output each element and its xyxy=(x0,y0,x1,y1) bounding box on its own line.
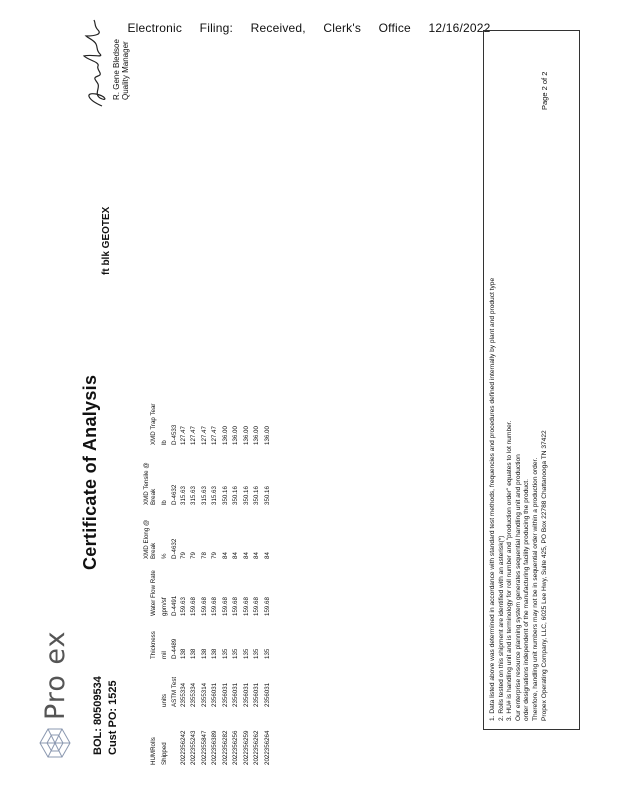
units-cell: mil xyxy=(160,651,168,659)
table-cell: 138 xyxy=(179,648,187,659)
column-header: Thickness xyxy=(150,631,157,659)
column-header: XMD Tensile @ Break xyxy=(143,462,157,505)
table-cell: 350.16 xyxy=(221,486,229,505)
table-row xyxy=(262,393,273,768)
units-cell: % xyxy=(160,553,168,559)
note-line: order designations independent of the manufacturing facility producing the product. xyxy=(523,479,531,721)
table-cell: 84 xyxy=(253,552,261,559)
table-cell: 159.68 xyxy=(211,597,219,616)
table-cell: 2356031 xyxy=(211,682,219,707)
table-cell: 127.47 xyxy=(211,426,219,445)
note-line: Therefore, handling unit numbers may not be in sequential order within a production order. xyxy=(531,457,539,721)
table-cell: 2022356242 xyxy=(179,730,187,765)
product-subtitle: ft blk GEOTEX xyxy=(101,206,112,275)
table-row xyxy=(220,393,231,768)
table-cell: 159.68 xyxy=(242,597,250,616)
table-cell: 159.68 xyxy=(221,597,229,616)
test-method-cell: D-4533 xyxy=(171,424,178,445)
table-cell: 2022355243 xyxy=(190,730,198,765)
table-cell: 79 xyxy=(211,552,219,559)
table-cell: 135 xyxy=(242,648,250,659)
table-cell: 2355334 xyxy=(190,682,198,707)
table-test-method-row xyxy=(168,393,179,768)
table-cell: 2022356282 xyxy=(221,730,229,765)
test-method-cell: D-4491 xyxy=(171,595,178,616)
notes-box xyxy=(483,30,580,730)
table-cell: 84 xyxy=(232,552,240,559)
header-word: 12/16/2022 xyxy=(428,21,491,35)
header-word: Office xyxy=(378,21,411,35)
propex-logo xyxy=(38,630,72,760)
table-cell: 350.16 xyxy=(263,486,271,505)
units-cell: units xyxy=(160,693,168,707)
table-cell: 79 xyxy=(190,552,198,559)
table-cell: 2356031 xyxy=(221,682,229,707)
table-row xyxy=(241,393,252,768)
column-header: XMD Elong @ Break xyxy=(143,519,157,559)
table-cell: 127.47 xyxy=(190,426,198,445)
table-row xyxy=(252,393,263,768)
table-cell: 2356031 xyxy=(263,682,271,707)
table-cell: 135 xyxy=(221,648,229,659)
page-number: Page 2 of 2 xyxy=(540,71,549,110)
table-cell: 2022356389 xyxy=(211,730,219,765)
table-cell: 159.68 xyxy=(253,597,261,616)
header-word: Electronic xyxy=(127,21,183,35)
handwritten-signature xyxy=(78,15,112,110)
table-cell: 2022356264 xyxy=(263,730,271,765)
table-cell: 350.16 xyxy=(232,486,240,505)
table-row xyxy=(178,393,189,768)
table-cell: 315.63 xyxy=(200,486,208,505)
table-cell: 127.47 xyxy=(179,426,187,445)
document-title: Certificate of Analysis xyxy=(80,374,100,570)
table-cell: 2022356259 xyxy=(242,730,250,765)
signatory-role: Quality Manager xyxy=(121,41,130,100)
table-cell: 135 xyxy=(263,648,271,659)
table-cell: 78 xyxy=(200,552,208,559)
table-cell: 159.68 xyxy=(263,597,271,616)
logo-text: Pro ex xyxy=(39,630,71,720)
test-method-cell: D-4489 xyxy=(171,638,178,659)
header-word: Filing: xyxy=(199,21,234,35)
table-cell: 350.16 xyxy=(242,486,250,505)
test-method-cell: D-4632 xyxy=(171,484,178,505)
table-row xyxy=(231,393,242,768)
table-cell: 138 xyxy=(200,648,208,659)
propex-logo-mark-icon xyxy=(38,726,72,760)
table-cell: 350.16 xyxy=(253,486,261,505)
customer-po: Cust PO: 1525 xyxy=(107,680,119,755)
table-cell: 136.00 xyxy=(232,426,240,445)
table-cell: 315.63 xyxy=(179,486,187,505)
table-row xyxy=(210,393,221,768)
table-cell: 84 xyxy=(242,552,250,559)
table-cell: 159.63 xyxy=(179,597,187,616)
table-cell: 2022355847 xyxy=(200,730,208,765)
bol-number: BOL: 80509534 xyxy=(92,676,104,755)
units-cell: Shipped xyxy=(160,742,168,765)
note-line: Propex Operating Company, LLC, 6025 Lee Hwy, Suite 425, PO Box 22788 Chattanooga TN 37422 xyxy=(540,430,548,721)
table-cell: 136.00 xyxy=(263,426,271,445)
table-cell: 84 xyxy=(221,552,229,559)
table-cell: 136.00 xyxy=(221,426,229,445)
table-cell: 135 xyxy=(232,648,240,659)
units-cell: gpm/sf xyxy=(160,597,168,616)
table-cell: 2355334 xyxy=(179,682,187,707)
table-cell: 2356031 xyxy=(242,682,250,707)
note-line: 1. Data listed above was determined in accordance with standard test methods, frequencies and procedures defined internally by plant and product type xyxy=(489,277,496,721)
analysis-table xyxy=(135,393,273,768)
column-header: Water Flow Rate xyxy=(150,570,157,616)
table-units-row xyxy=(157,393,168,768)
column-header xyxy=(135,662,157,710)
table-cell: 315.63 xyxy=(211,486,219,505)
units-cell: lb xyxy=(160,500,168,505)
table-cell: 138 xyxy=(211,648,219,659)
table-row xyxy=(189,393,200,768)
column-header: XMD Trap Tear xyxy=(150,403,157,445)
table-cell: 315.63 xyxy=(190,486,198,505)
table-cell: 159.68 xyxy=(232,597,240,616)
table-cell: 2022356256 xyxy=(232,730,240,765)
test-method-cell: ASTM Test xyxy=(171,676,178,707)
table-cell: 2356031 xyxy=(232,682,240,707)
note-line: 2. Rolls tested on this shipment are identified with an asterisk(*) xyxy=(497,535,505,721)
table-cell: 136.00 xyxy=(253,426,261,445)
signatory-name: R. Gene Bledsoe xyxy=(112,39,121,100)
table-cell: 2355314 xyxy=(200,682,208,707)
table-cell: 2022356262 xyxy=(253,730,261,765)
note-line: 3. HU# is handling unit and is terminology for roll number and "production order" equates to lot number. xyxy=(506,420,514,721)
table-cell: 79 xyxy=(179,552,187,559)
table-body xyxy=(178,393,273,768)
note-line: Our enterprise resource planning system generates sequential handling unit and production xyxy=(514,454,522,721)
table-row xyxy=(199,393,210,768)
table-cell: 138 xyxy=(190,648,198,659)
table-cell: 2356031 xyxy=(253,682,261,707)
table-cell: 136.00 xyxy=(242,426,250,445)
header-word: Received, xyxy=(250,21,306,35)
table-cell: 84 xyxy=(263,552,271,559)
column-header: HUMRolls xyxy=(150,737,157,765)
table-cell: 159.68 xyxy=(200,597,208,616)
table-cell: 159.68 xyxy=(190,597,198,616)
table-cell: 127.47 xyxy=(200,426,208,445)
table-cell: 135 xyxy=(253,648,261,659)
header-word: Clerk's xyxy=(323,21,362,35)
table-group-header-row xyxy=(135,393,157,768)
test-method-cell: D-4632 xyxy=(171,538,178,559)
units-cell: lb xyxy=(160,440,168,445)
test-method-cell xyxy=(168,710,179,768)
